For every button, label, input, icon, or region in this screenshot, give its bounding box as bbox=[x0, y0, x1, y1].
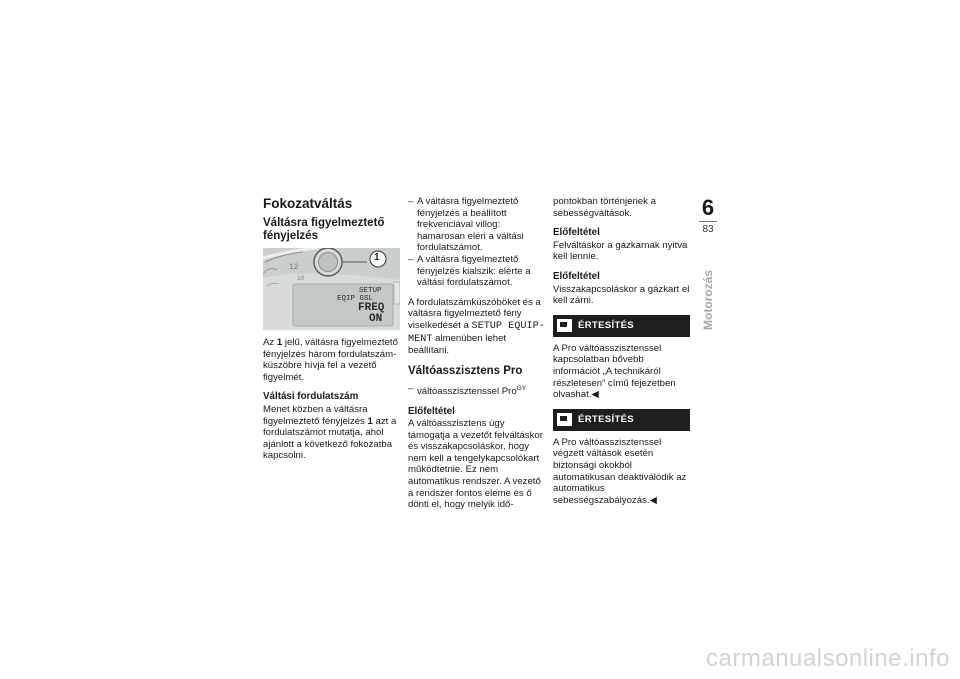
display-line-on: ON bbox=[369, 313, 383, 325]
display-line-eqip: EQIP GSL bbox=[337, 295, 374, 303]
section-title: Fokozatváltás bbox=[263, 196, 353, 211]
precondition-paragraph: A váltóasszisztens úgy támogatja a vezetőt felváltáskor és visszakapcsoláskor, hogy nem kell a tengelykapcsolókart működtetnie. Ez nem automatikus rendszer. A vezető a rendszer fontos eleme és ő dönti el, hogy melyik idő- bbox=[408, 418, 543, 511]
notice-banner: ÉRTESÍTÉS bbox=[553, 315, 690, 337]
notice-banner: ÉRTESÍTÉS bbox=[553, 409, 690, 431]
column-3 bbox=[553, 196, 690, 513]
heading-precondition: Előfeltétel bbox=[408, 405, 455, 417]
continued-paragraph: pontokban történjenek a sebességváltások. bbox=[553, 196, 656, 219]
column-1 bbox=[263, 196, 400, 469]
heading-shift-rpm: Váltási fordulatszám bbox=[263, 391, 359, 403]
setup-paragraph: A fordulatszámküszöböket és a váltásra figyelmeztető fény viselkedését a SETUP EQUIP-MENT almenüben lehet beállítani. bbox=[408, 296, 545, 357]
menu-name: SETUP EQUIP-MENT bbox=[408, 320, 545, 345]
heading-precondition-downshift: Előfeltétel bbox=[553, 270, 600, 282]
display-line-setup: SETUP bbox=[359, 287, 382, 295]
notice-icon bbox=[557, 413, 572, 426]
list-item: – váltóasszisztenssel Pro$^{GY}$ bbox=[408, 383, 545, 398]
list-item: – A váltásra figyelmeztető fényjelzés a beállított frekvenciával villog: hamarosan eléri a váltási fordulatszámot. bbox=[408, 196, 545, 254]
heading-shift-assistant-pro: Váltóasszisztens Pro bbox=[408, 364, 523, 377]
callout-number: 1 bbox=[374, 252, 380, 263]
indicator-behaviour-list bbox=[408, 196, 545, 289]
display-line-freq: FREQ bbox=[358, 302, 385, 314]
downshift-paragraph: Visszakapcsoláskor a gázkart el kell zárni. bbox=[553, 283, 690, 307]
watermark: carmanualsonline.info bbox=[706, 645, 950, 672]
gauge-tick-label: 12 bbox=[289, 263, 299, 272]
notice-paragraph: A Pro váltóasszisztenssel kapcsolatban bővebb információt „A technikáról részletesen” című fejezetben olvashat.◀ bbox=[553, 342, 676, 401]
heading-precondition-upshift: Előfeltétel bbox=[553, 227, 600, 239]
instrument-display-figure bbox=[263, 248, 400, 330]
subsection-title: Váltásra figyelmeztető fényjelzés bbox=[263, 217, 385, 242]
chapter-number: 6 bbox=[701, 195, 715, 220]
intro-paragraph: Az 1 jelű, váltásra figyelmeztető fényjelzés három fordulatszám-küszöbre hívja fel a vezető figyelmét. bbox=[263, 337, 398, 383]
gauge-small-label: 10 bbox=[297, 275, 305, 282]
list-item: – A váltásra figyelmeztető fényjelzés kialszik: elérte a váltási fordulatszámot. bbox=[408, 254, 545, 289]
notice-icon bbox=[557, 319, 572, 332]
column-2 bbox=[408, 196, 545, 518]
shift-rpm-paragraph: Menet közben a váltásra figyelmeztető fényjelzés 1 azt a fordulatszámot mutatja, ahol ajánlott a következő fokozatba kapcsolni. bbox=[263, 403, 397, 462]
equipment-list bbox=[408, 383, 545, 398]
upshift-paragraph: Felváltáskor a gázkarnak nyitva kell lennie. bbox=[553, 239, 688, 263]
chapter-divider bbox=[699, 221, 717, 222]
page-number: 83 bbox=[702, 224, 714, 235]
section-tab: Motorozás bbox=[701, 270, 715, 330]
chapter-marker bbox=[697, 196, 719, 235]
notice-paragraph: A Pro váltóasszisztenssel végzett váltások esetén biztonsági okokból automatikusan deaktiválódik az automatikus sebességszabályozás.◀ bbox=[553, 436, 687, 506]
